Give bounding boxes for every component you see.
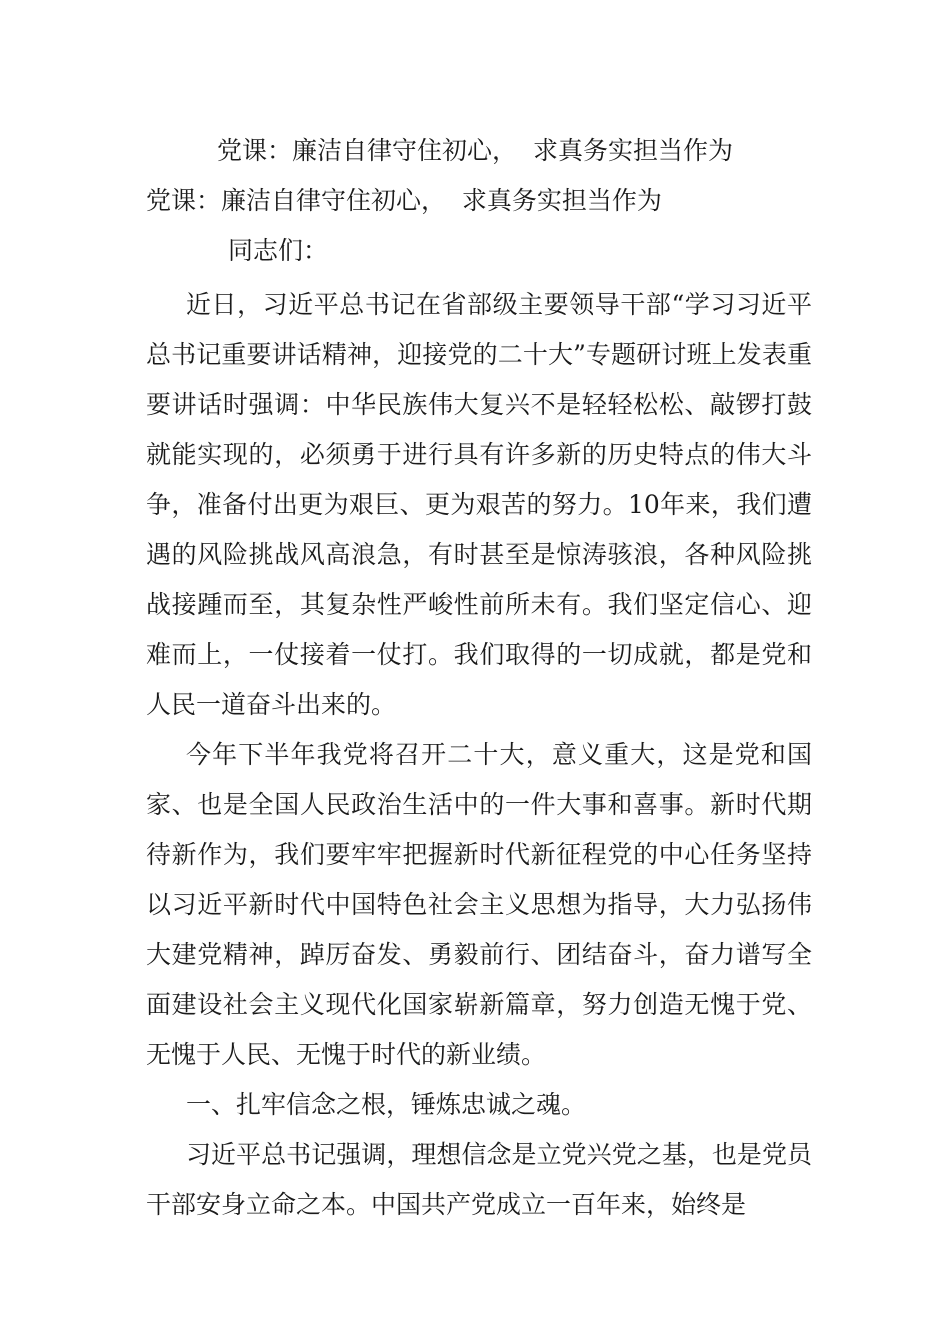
paragraph: 今年下半年我党将召开二十大，意义重大，这是党和国家、也是全国人民政治生活中的一件大事和喜事。新时代期待新作为，我们要牢牢把握新时代新征程党的中心任务坚持以习近平新时代中国特色社会主义思想为指导，大力弘扬伟大建党精神，踔厉奋发、勇毅前行、团结奋斗，奋力谱写全面建设社会主义现代化国家崭新篇章，努力创造无愧于党、无愧于人民、无愧于时代的新业绩。	[146, 740, 812, 1069]
paragraph: 近日，习近平总书记在省部级主要领导干部“学习习近平总书记重要讲话精神，迎接党的二十大”专题研讨班上发表重要讲话时强调：中华民族伟大复兴不是轻轻松松、敲锣打鼓就能实现的，必须勇于进行具有许多新的历史特点的伟大斗争，准备付出更为艰巨、更为艰苦的努力。10年来，我们遭遇的风险挑战风高浪急，有时甚至是惊涛骇浪，各种风险挑战接踵而至，其复杂性严峻性前所未有。我们坚定信心、迎难而上，一仗接着一仗打。我们取得的一切成就，都是党和人民一道奋斗出来的。	[146, 290, 812, 719]
body-text	[146, 280, 812, 1230]
document-title-repeat: 党课：廉洁自律守住初心， 求真务实担当作为	[146, 186, 662, 215]
salutation: 同志们：	[228, 236, 329, 265]
document-title: 党课：廉洁自律守住初心， 求真务实担当作为	[217, 136, 733, 165]
paragraph: 习近平总书记强调，理想信念是立党兴党之基，也是党员干部安身立命之本。中国共产党成立一百年来，始终是	[146, 1140, 812, 1219]
section-heading: 一、扎牢信念之根，锤炼忠诚之魂。	[186, 1090, 587, 1119]
